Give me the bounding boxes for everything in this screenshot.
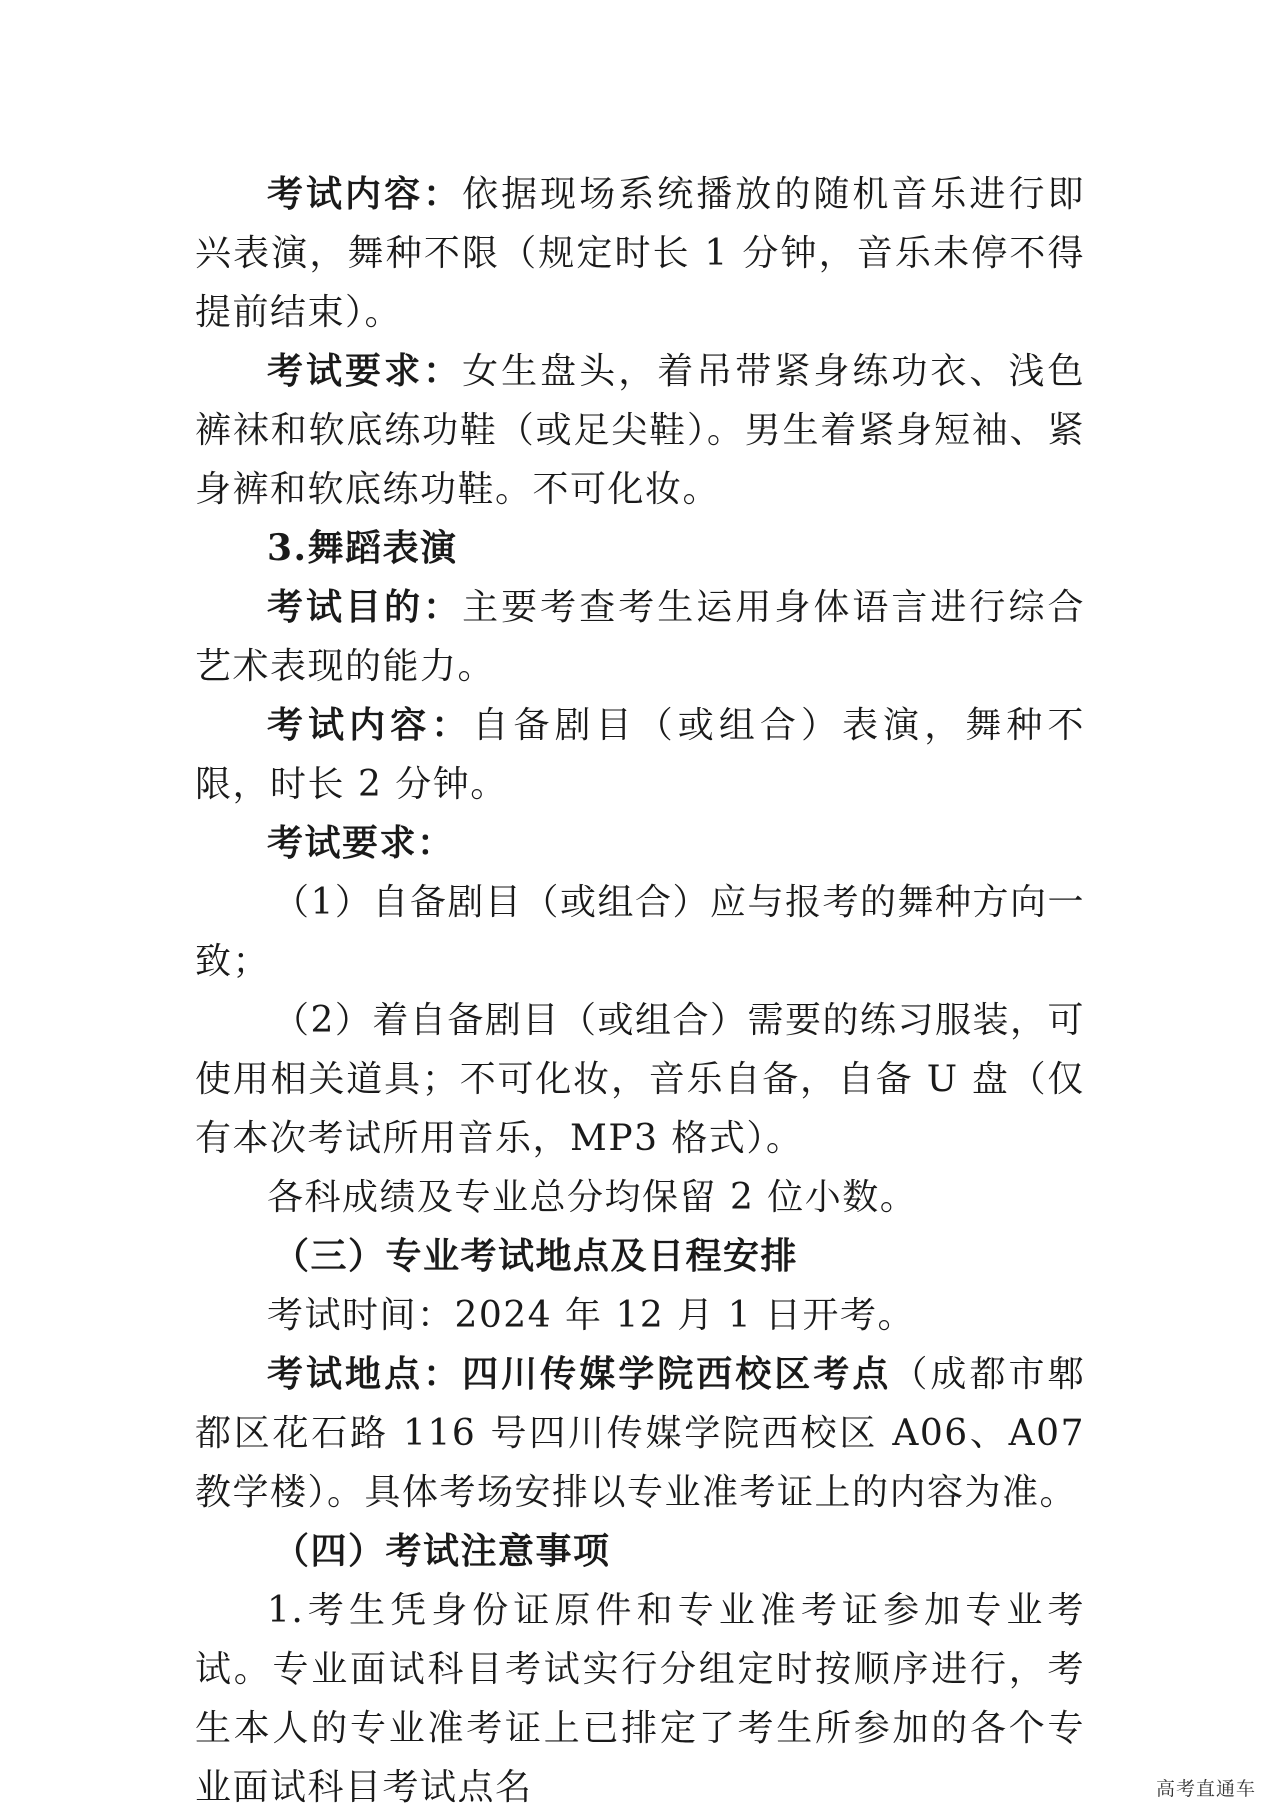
paragraph-exam-requirements-2 [195, 814, 1085, 873]
paragraph-exam-purpose [195, 578, 1085, 696]
paragraph-note-1: 1.考生凭身份证原件和专业准考证参加专业考试。专业面试科目考试实行分组定时按顺序进行，考生本人的专业准考证上已排定了考生所参加的各个专业面试科目考试点名 [195, 1590, 1085, 1808]
paragraph-exam-time: 考试时间：2024 年 12 月 1 日开考。 [267, 1295, 916, 1336]
section-heading-exam-notes: （四）考试注意事项 [273, 1530, 611, 1572]
paragraph-exam-requirements-attire [195, 342, 1085, 519]
list-item-requirement-1: （1）自备剧目（或组合）应与报考的舞种方向一致； [195, 882, 1085, 982]
section-heading-exam-location-schedule: （三）专业考试地点及日程安排 [273, 1235, 799, 1277]
text-exam-content-2: 自备剧目（或组合）表演，舞种不限，时长 2 分钟。 [195, 705, 1085, 805]
label-exam-requirements: 考试要求： [267, 350, 463, 392]
paragraph-exam-content-improv [195, 165, 1085, 342]
paragraph-exam-location [195, 1345, 1085, 1522]
text-exam-requirements: 女生盘头，着吊带紧身练功衣、浅色裤袜和软底练功鞋（或足尖鞋）。男生着紧身短袖、紧身裤和软底练功鞋。不可化妆。 [195, 351, 1085, 510]
label-exam-content: 考试内容： [267, 173, 463, 215]
document-page [195, 165, 1085, 1817]
watermark: 高考直通车 [1155, 1778, 1256, 1800]
label-exam-location: 考试地点：四川传媒学院西校区考点 [267, 1353, 892, 1395]
label-exam-content-2: 考试内容： [267, 704, 473, 746]
paragraph-exam-content-repertoire [195, 696, 1085, 814]
list-item-requirement-2: （2）着自备剧目（或组合）需要的练习服装，可使用相关道具；不可化妆，音乐自备，自备 U 盘（仅有本次考试所用音乐，MP3 格式）。 [195, 1000, 1085, 1159]
paragraph-score-note: 各科成绩及专业总分均保留 2 位小数。 [267, 1177, 918, 1218]
label-exam-requirements-2: 考试要求： [267, 822, 455, 864]
text-exam-purpose: 主要考查考生运用身体语言进行综合艺术表现的能力。 [195, 587, 1085, 687]
text-exam-location: （成都市郫都区花石路 116 号四川传媒学院西校区 A06、A07 教学楼）。具体考场安排以专业准考证上的内容为准。 [195, 1354, 1085, 1513]
section-heading-dance-performance: 3.舞蹈表演 [267, 527, 458, 569]
label-exam-purpose: 考试目的： [267, 586, 463, 628]
text-exam-content: 依据现场系统播放的随机音乐进行即兴表演，舞种不限（规定时长 1 分钟，音乐未停不得提前结束）。 [195, 174, 1085, 333]
